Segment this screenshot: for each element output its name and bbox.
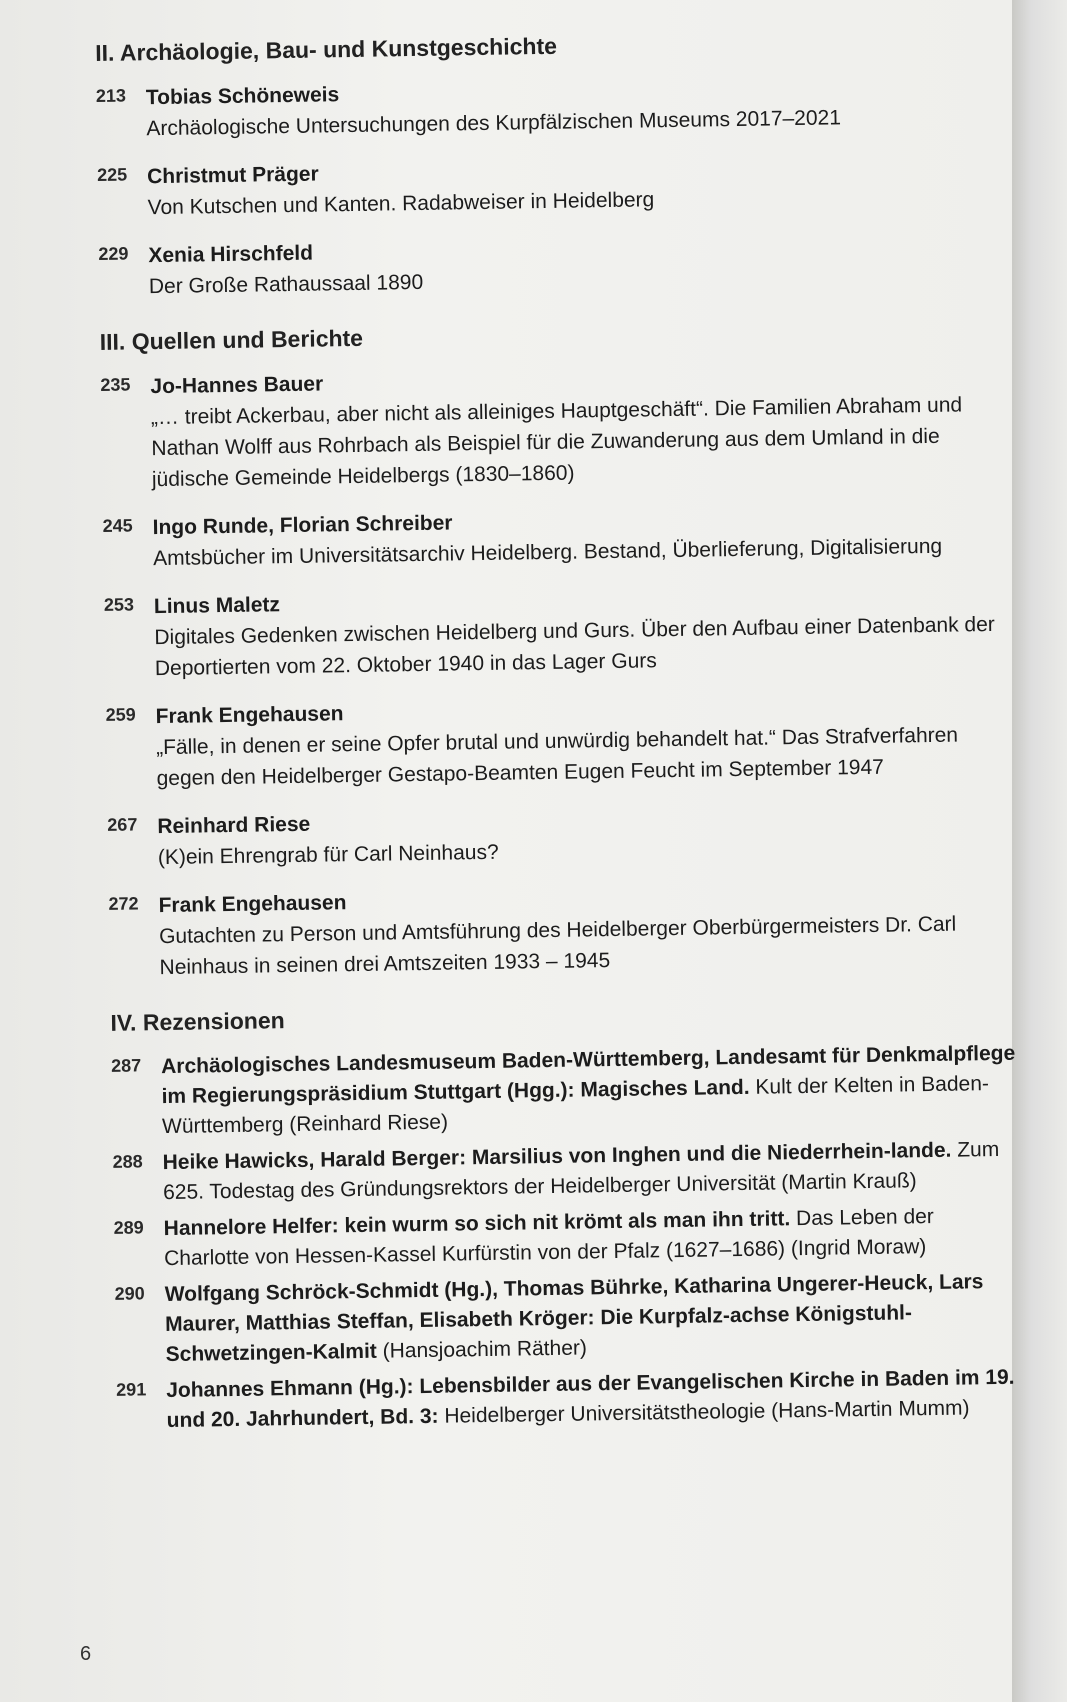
entry-title: Von Kutschen und Kanten. Radabweiser in Heidelberg [147, 188, 655, 220]
toc-entry [104, 578, 1010, 685]
page-ref: 287 [110, 1055, 142, 1076]
page-ref: 253 [103, 594, 135, 615]
page-ref: 213 [95, 85, 127, 106]
entry-author: Jo-Hannes Bauer [150, 372, 324, 399]
entry-title: (K)ein Ehrengrab für Carl Neinhaus? [157, 840, 499, 870]
entry-author: Ingo Runde, Florian Schreiber [152, 511, 453, 540]
page-number: 6 [80, 1643, 92, 1665]
section-heading: IV. Rezensionen [110, 1007, 285, 1036]
entry-author: Linus Maletz [153, 593, 281, 619]
entry-title: Gutachten zu Person und Amtsführung des Heidelberger Oberbürgermeisters Dr. Carl Neinhaus in seinen drei Amtszeiten 1933 – 1945 [158, 912, 957, 980]
entry-author: Xenia Hirschfeld [148, 241, 314, 268]
entry-title: „Fälle, in denen er seine Opfer brutal und unwürdig behandelt hat.“ Das Strafverfahren gegen den Heidelberger Gestapo-Beamten Eugen Feucht im September 1947 [155, 723, 959, 791]
review-detail: Kult der Kelten in Baden-Württemberg (Reinhard Riese) [161, 1072, 990, 1139]
entry-title: „… treibt Ackerbau, aber nicht als alleiniges Hauptgeschäft“. Die Familien Abraham und Nathan Wolff aus Rohrbach als Beispiel für die Zuwanderung aus dem Umland in die jüdische Gemeinde Heidelbergs (1830–1860) [150, 393, 963, 492]
page-ref: 267 [107, 814, 138, 835]
entry-author: Tobias Schöneweis [145, 83, 340, 110]
page-ref: 272 [108, 893, 139, 914]
entry-title: Der Große Rathaussaal 1890 [148, 270, 424, 299]
review-title: Wolfgang Schröck-Schmidt (Hg.), Thomas Bührke, Katharina Ungerer-Heuck, Lars Maurer, Matthias Steffan, Elisabeth Kröger: Die Kurpfalz-achse Königstuhl-Schwetzingen-Kalmit [164, 1270, 984, 1367]
toc-entry [100, 358, 1007, 496]
page-ref: 225 [96, 164, 128, 185]
review-detail: Das Leben der Charlotte von Hessen-Kassel Kurfürstin von der Pfalz (1627–1686) (Ingrid Moraw) [163, 1204, 935, 1271]
page-ref: 235 [100, 374, 131, 395]
entry-title: Digitales Gedenken zwischen Heidelberg und Gurs. Über den Aufbau einer Datenbank der Deportierten vom 22. Oktober 1940 in das Lager Gurs [154, 612, 995, 681]
toc-entry [102, 499, 1008, 575]
review-title: Heike Hawicks, Harald Berger: Marsilius von Inghen und die Niederrhein-lande. [162, 1138, 952, 1175]
review-entry [116, 1363, 1022, 1437]
section-heading: III. Quellen und Berichte [99, 324, 364, 355]
review-entry [111, 1039, 1017, 1143]
entry-author: Reinhard Riese [157, 812, 311, 839]
toc-entry [105, 688, 1011, 795]
review-entry [112, 1135, 1018, 1209]
page-ref: 288 [112, 1151, 143, 1172]
review-entry [114, 1267, 1020, 1371]
toc-entry [98, 227, 1004, 303]
review-detail: (Hansjoachim Räther) [376, 1336, 588, 1363]
table-of-contents [95, 26, 1022, 1463]
review-detail: Zum 625. Todestag des Gründungsrektors der Heidelberger Universität (Martin Krauß) [162, 1137, 1000, 1205]
entry-author: Frank Engehausen [158, 891, 347, 918]
section-heading: II. Archäologie, Bau- und Kunstgeschichte [95, 32, 558, 66]
page-ref: 289 [113, 1217, 144, 1238]
entry-title: Amtsbücher im Universitätsarchiv Heidelberg. Bestand, Überlieferung, Digitalisierung [152, 534, 943, 571]
page-ref: 229 [98, 243, 129, 264]
review-title: Johannes Ehmann (Hg.): Lebensbilder aus der Evangelischen Kirche in Baden im 19. und 20. Jahrhundert, Bd. 3: [166, 1365, 1015, 1433]
toc-entry [108, 877, 1014, 984]
review-detail: Heidelberger Universitätstheologie (Hans-Martin Mumm) [438, 1396, 970, 1428]
toc-entry [97, 148, 1003, 224]
entry-author: Frank Engehausen [155, 702, 344, 729]
review-title: Archäologisches Landesmuseum Baden-Württemberg, Landesamt für Denkmalpflege im Regierungspräsidium Stuttgart (Hgg.): Magisches Land. [160, 1041, 1016, 1109]
page-ref: 245 [102, 515, 133, 536]
section-archaeology [95, 26, 1004, 303]
section-reviews [110, 996, 1022, 1437]
entry-author: Christmut Präger [146, 162, 319, 189]
review-entry [113, 1201, 1019, 1275]
page-ref: 290 [114, 1283, 145, 1304]
toc-entry [96, 69, 1002, 145]
page-ref: 291 [116, 1379, 147, 1400]
review-title: Hannelore Helfer: kein wurm so sich nit krömt als man ihn tritt. [163, 1207, 791, 1241]
entry-title: Archäologische Untersuchungen des Kurpfälzischen Museums 2017–2021 [146, 106, 842, 141]
toc-entry [107, 798, 1013, 874]
section-sources [100, 315, 1015, 984]
page-ref: 259 [105, 704, 136, 725]
